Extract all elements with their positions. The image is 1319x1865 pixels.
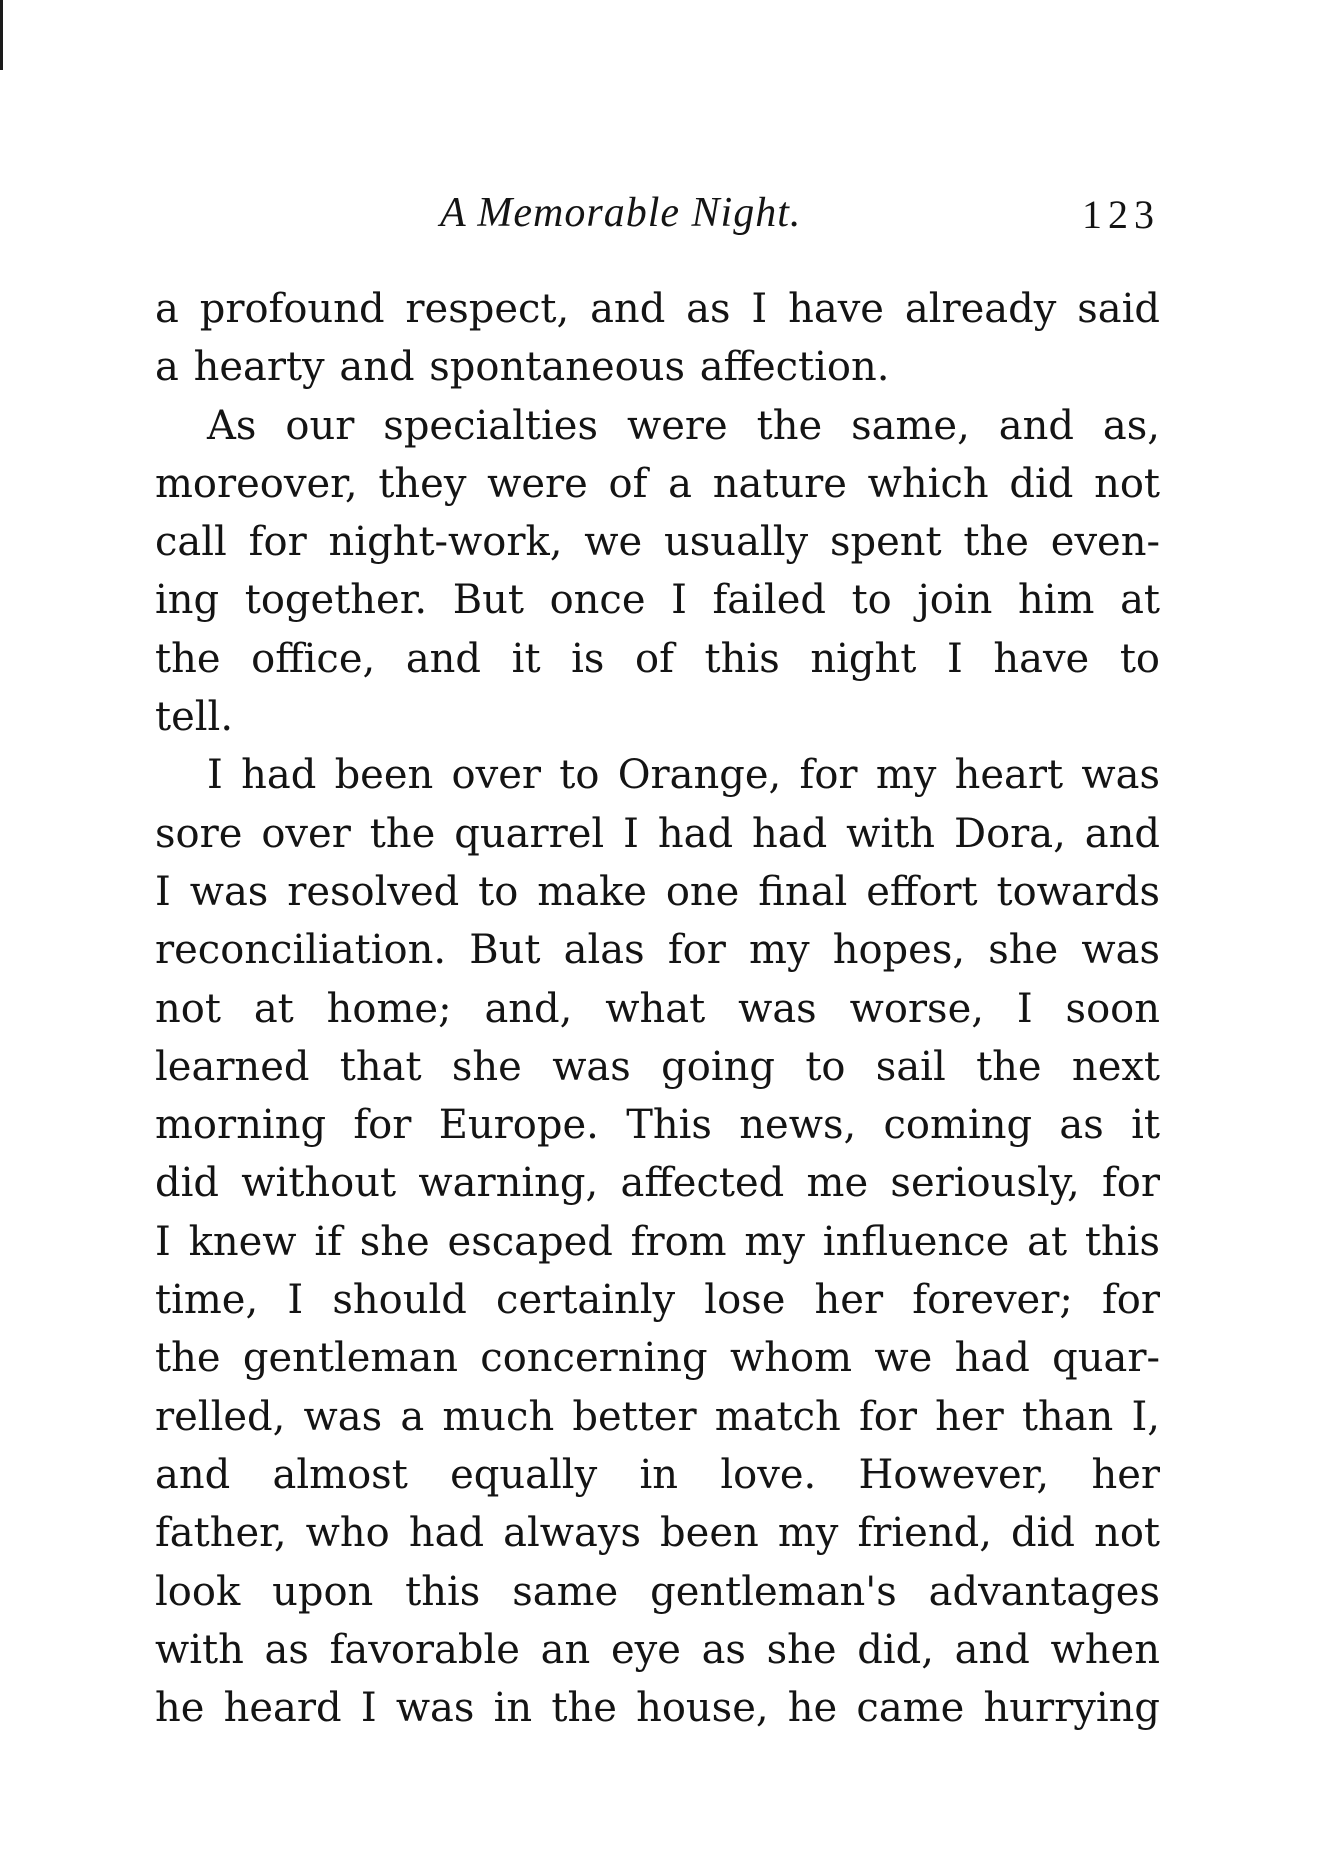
text-line: sore over the quarrel I had had with Dora, and: [155, 810, 1160, 857]
text-line: reconciliation. But alas for my hopes, she was: [155, 927, 1160, 974]
text-line: learned that she was going to sail the next: [155, 1043, 1160, 1090]
text-line: I was resolved to make one final effort towards: [155, 868, 1160, 915]
text-line: morning for Europe. This news, coming as it: [155, 1102, 1160, 1149]
page-edge-mark: [0, 0, 3, 70]
text-line: a hearty and spontaneous affection.: [155, 344, 890, 391]
text-line: with as favorable an eye as she did, and when: [155, 1626, 1160, 1673]
text-line: the gentleman concerning whom we had quar-: [155, 1335, 1160, 1382]
chapter-title: A Memorable Night.: [440, 190, 802, 236]
text-line: tell.: [155, 694, 234, 741]
page-number: 123: [1082, 192, 1160, 237]
text-line: the office, and it is of this night I have to: [155, 635, 1160, 682]
text-line: I had been over to Orange, for my heart was: [207, 752, 1160, 799]
text-line: I knew if she escaped from my influence at this: [155, 1218, 1160, 1265]
text-line: relled, was a much better match for her than I,: [155, 1393, 1160, 1440]
running-head: [155, 183, 1160, 243]
text-line: look upon this same gentleman's advantages: [155, 1568, 1160, 1615]
text-line: a profound respect, and as I have already said: [155, 286, 1160, 332]
text-line: call for night-work, we usually spent the even-: [155, 519, 1160, 566]
paragraph-3: [155, 746, 1160, 1737]
paragraph-1: [155, 280, 1160, 397]
text-line: father, who had always been my friend, did not: [155, 1510, 1160, 1557]
text-line: moreover, they were of a nature which did not: [155, 460, 1160, 507]
text-line: time, I should certainly lose her forever; for: [155, 1277, 1160, 1324]
text-line: As our specialties were the same, and as,: [207, 402, 1160, 449]
paragraph-2: [155, 397, 1160, 747]
text-line: not at home; and, what was worse, I soon: [155, 985, 1160, 1032]
body-text: [155, 280, 1160, 1737]
text-line: ing together. But once I failed to join him at: [155, 577, 1160, 624]
text-line: did without warning, affected me seriously, for: [155, 1160, 1160, 1207]
text-line: he heard I was in the house, he came hurrying: [155, 1685, 1160, 1732]
text-line: and almost equally in love. However, her: [155, 1451, 1160, 1498]
